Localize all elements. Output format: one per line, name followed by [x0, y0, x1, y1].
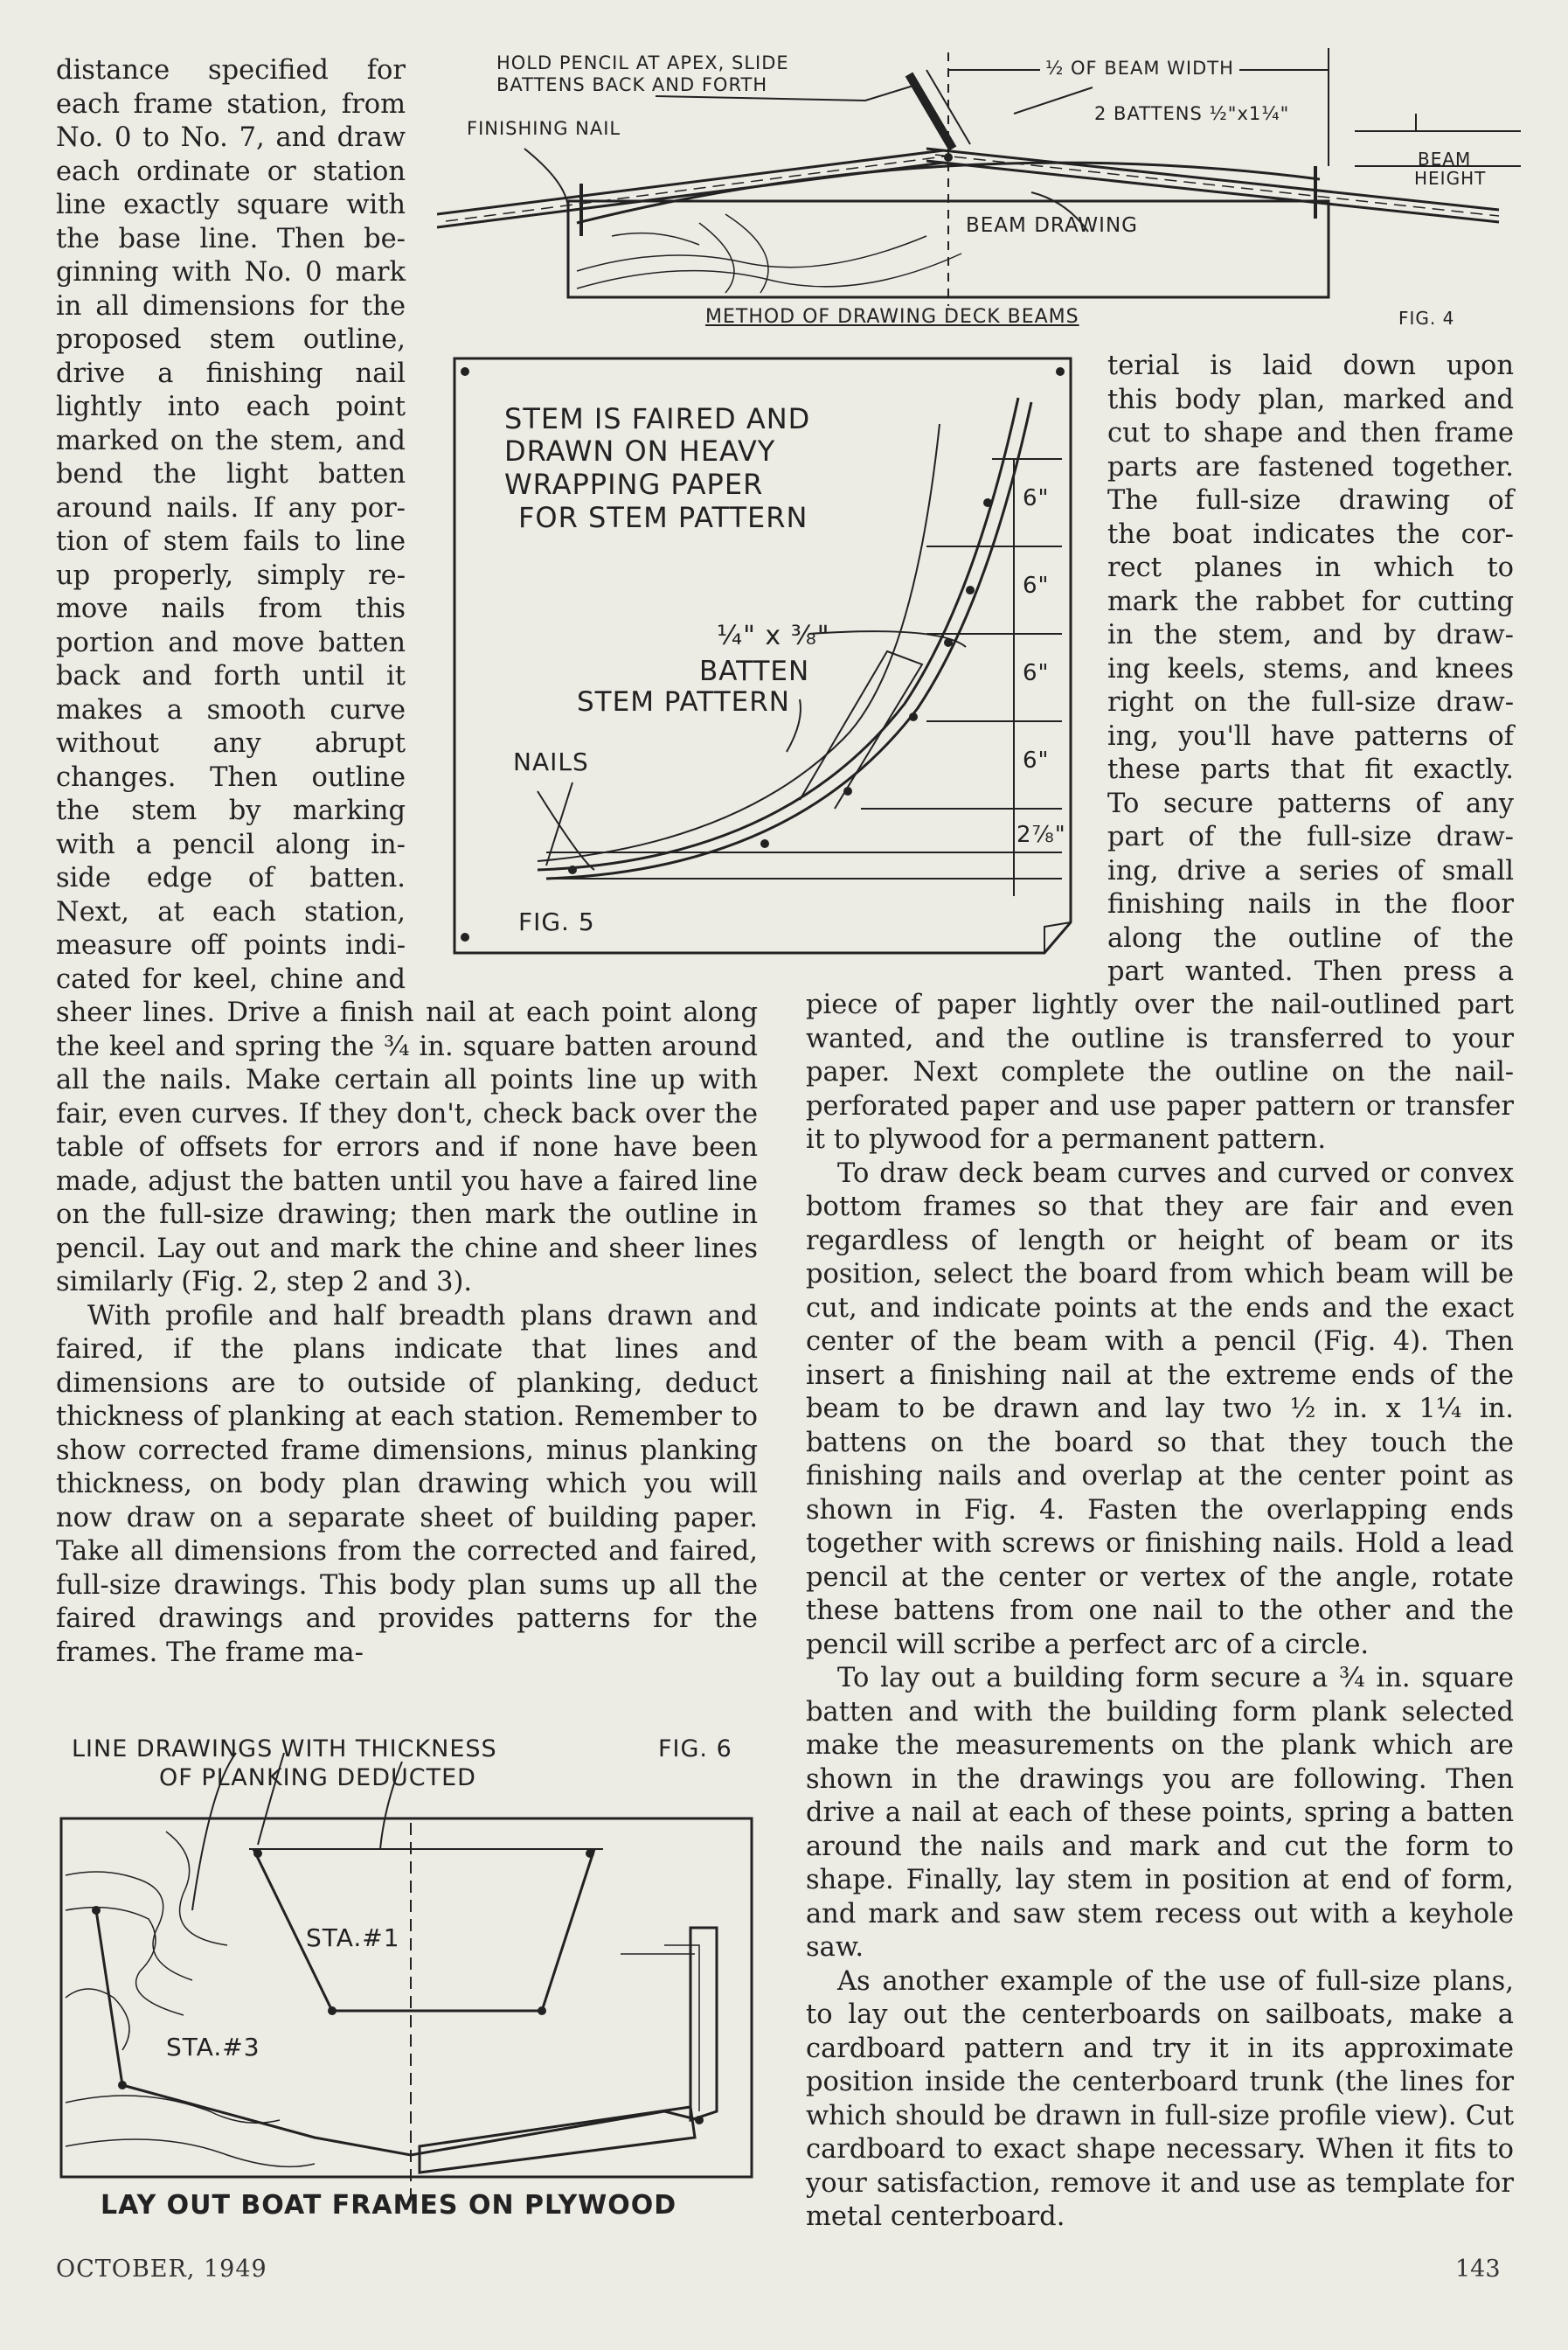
text-line: ing keels, stems, and knees [1107, 653, 1514, 685]
text-line: finishing nails in the floor [1107, 889, 1514, 920]
fig5-line-2: DRAWN ON HEAVY [504, 435, 776, 468]
column-right-narrow [1107, 350, 1514, 990]
text-line: rect planes in which to [1107, 553, 1514, 583]
fig4-label-beam: BEAM [1418, 149, 1472, 170]
text-line: cated for keel, chine and [56, 963, 406, 995]
text-line: parts are fastened together. [1107, 451, 1514, 483]
paragraph-paper-pattern: piece of paper lightly over the nail-outlined part wanted, and the outline is transferred to your paper. Next complete the outline on the nail-perforated paper and use paper pattern or transfer it to plywood for a permanent pattern. [806, 990, 1514, 1155]
text-line: distance specified for [56, 55, 406, 86]
fig4-label-hold-pencil: HOLD PENCIL AT APEX, SLIDE [496, 52, 789, 73]
text-line: ing, you'll have patterns of [1107, 720, 1514, 752]
figure-6-boat-frames [52, 1735, 760, 2242]
fig4-label-battens: 2 BATTENS ½"x1¼" [1094, 103, 1290, 124]
fig5-dim-2: 6" [1023, 573, 1050, 599]
text-line: move nails from this [56, 594, 406, 624]
figure-4-deck-beams [437, 35, 1538, 341]
text-line: each ordinate or station [56, 156, 406, 187]
text-line: right on the full-size draw- [1107, 687, 1514, 718]
fig4-label-finishing-nail: FINISHING NAIL [467, 118, 621, 139]
fig4-label-battens-back: BATTENS BACK AND FORTH [496, 74, 768, 95]
text-line: in all dimensions for the [56, 290, 406, 322]
text-line: ginning with No. 0 mark [56, 257, 406, 288]
fig5-line-3: WRAPPING PAPER [504, 468, 764, 501]
text-line: changes. Then outline [56, 761, 406, 793]
text-line: Next, at each station, [56, 896, 406, 928]
fig5-stem-pattern-label: STEM PATTERN [577, 686, 790, 718]
fig6-title-line-1: LINE DRAWINGS WITH THICKNESS [72, 1735, 497, 1762]
column-left-narrow [56, 54, 406, 997]
text-line: up properly, simply re- [56, 560, 406, 591]
fig5-line-4: FOR STEM PATTERN [518, 501, 808, 534]
fig4-number: FIG. 4 [1398, 308, 1455, 329]
footer-page-number: 143 [1455, 2256, 1501, 2283]
text-line: these parts that fit exactly. [1107, 754, 1514, 785]
text-line: back and forth until it [56, 661, 406, 692]
fig5-number: FIG. 5 [518, 907, 595, 936]
text-line: The full-size drawing of [1107, 485, 1514, 516]
text-line: marked on the stem, and [56, 425, 406, 456]
fig5-line-1: STEM IS FAIRED AND [504, 402, 811, 435]
paragraph-sheer-lines: sheer lines. Drive a finish nail at each point along the keel and spring the ¾ in. square batten around all the nails. Make certain all points line up with fair, even curves. If they don't, check back over the table of offsets for errors and if none have been made, adjust the batten until you have a faired line on the full-size drawing; then mark the outline in pencil. Lay out and mark the chine and sheer lines similarly (Fig. 2, step 2 and 3). [56, 998, 758, 1297]
fig5-dim-1: 6" [1023, 485, 1050, 511]
text-line: lightly into each point [56, 392, 406, 422]
fig6-number: FIG. 6 [658, 1735, 732, 1762]
fig4-label-height: HEIGHT [1414, 168, 1487, 189]
text-line: measure off points indi- [56, 930, 406, 961]
figure-5-stem-pattern [450, 354, 1079, 957]
fig6-sta-1: STA.#1 [306, 1923, 400, 1952]
text-line: mark the rabbet for cutting [1107, 586, 1514, 617]
paragraph-deck-beams: To draw deck beam curves and curved or convex bottom frames so that they are fair and even regardless of length or height of beam or its position, select the board from which beam will be cut, and indicate points at the ends and the exact center of the beam with a pencil (Fig. 4). Then insert a finishing nail at the extreme ends of the beam to be drawn and lay two ½ in. x 1¼ in. battens on the board so that they touch the finishing nails and overlap at the center point as shown in Fig. 4. Fasten the overlapping ends together with screws or finishing nails. Hold a lead pencil at the center or vertex of the angle, rotate these battens from one nail to the other and the pencil will scribe a perfect arc of a circle. [806, 1158, 1514, 1660]
text-line: along the outline of the [1107, 922, 1514, 954]
text-line: around nails. If any por- [56, 492, 406, 524]
text-line: part of the full-size draw- [1107, 822, 1514, 852]
text-line: in the stem, and by draw- [1107, 620, 1514, 650]
text-line: line exactly square with [56, 190, 406, 220]
fig6-title-line-2: OF PLANKING DEDUCTED [159, 1764, 476, 1791]
fig6-caption: LAY OUT BOAT FRAMES ON PLYWOOD [101, 2190, 677, 2221]
paragraph-centerboard: As another example of the use of full-size plans, to lay out the centerboards on sailboats, make a cardboard pattern and try it in its approximate position inside the centerboard trunk (the lines for which should be drawn in full-size profile view). Cut cardboard to exact shape necessary. When it fits to your satisfaction, remove it and use as template for metal centerboard. [806, 1965, 1514, 2232]
text-line: the stem by marking [56, 796, 406, 826]
text-line: To secure patterns of any [1107, 788, 1514, 819]
paragraph-body-plan: With profile and half breadth plans drawn and faired, if the plans indicate that lines and dimensions are to outside of planking, deduct thickness of planking at each station. Remember to show corrected frame dimensions, minus planking thickness, on body plan drawing which you will now draw on a separate sheet of building paper. Take all dimensions from the corrected and faired, full-size drawings. This body plan sums up all the faired drawings and provides patterns for the frames. The frame ma- [56, 1300, 758, 1668]
column-left-wide [56, 997, 758, 1670]
text-line: ing, drive a series of small [1107, 855, 1514, 886]
fig4-label-beam-drawing: BEAM DRAWING [966, 214, 1138, 237]
fig5-batten-size: ¼" x ⅜" [717, 621, 830, 651]
text-line: without any abrupt [56, 728, 406, 759]
fig4-caption: METHOD OF DRAWING DECK BEAMS [705, 306, 1079, 328]
figure-6-drawing [52, 1735, 760, 2242]
fig5-dim-5: 2⅞" [1016, 822, 1066, 848]
fig4-label-half-beam: ½ OF BEAM WIDTH [1040, 58, 1239, 79]
fig5-dim-3: 6" [1023, 660, 1050, 686]
text-line: No. 0 to No. 7, and draw [56, 122, 406, 153]
text-line: each frame station, from [56, 88, 406, 120]
paragraph-building-form: To lay out a building form secure a ¾ in. square batten and with the building form plank selected make the measurements on the plank which are shown in the drawings you are following. Then drive a nail at each of these points, spring a batten around the nails and mark and cut the form to shape. Finally, lay stem in position at end of form, and mark and saw stem recess out with a keyhole saw. [806, 1663, 1514, 1963]
text-line: the boat indicates the cor- [1107, 518, 1514, 550]
fig5-dim-4: 6" [1023, 747, 1050, 774]
text-line: tion of stem fails to line [56, 526, 406, 557]
text-line: makes a smooth curve [56, 694, 406, 726]
text-line: drive a finishing nail [56, 358, 406, 389]
text-line: side edge of batten. [56, 863, 406, 893]
column-right-wide [806, 989, 1514, 2235]
text-line: portion and move batten [56, 627, 406, 658]
text-line: with a pencil along in- [56, 829, 406, 860]
text-line: the base line. Then be- [56, 223, 406, 254]
text-line: proposed stem outline, [56, 324, 406, 355]
text-line: bend the light batten [56, 459, 406, 490]
fig5-nails-label: NAILS [513, 747, 589, 776]
fig6-sta-3: STA.#3 [166, 2033, 260, 2061]
text-line: part wanted. Then press a [1107, 956, 1514, 987]
fig5-batten-label: BATTEN [699, 656, 810, 687]
footer-date: OCTOBER, 1949 [56, 2256, 267, 2283]
text-line: cut to shape and then frame [1107, 418, 1514, 448]
text-line: this body plan, marked and [1107, 384, 1514, 415]
text-line: terial is laid down upon [1107, 351, 1514, 381]
